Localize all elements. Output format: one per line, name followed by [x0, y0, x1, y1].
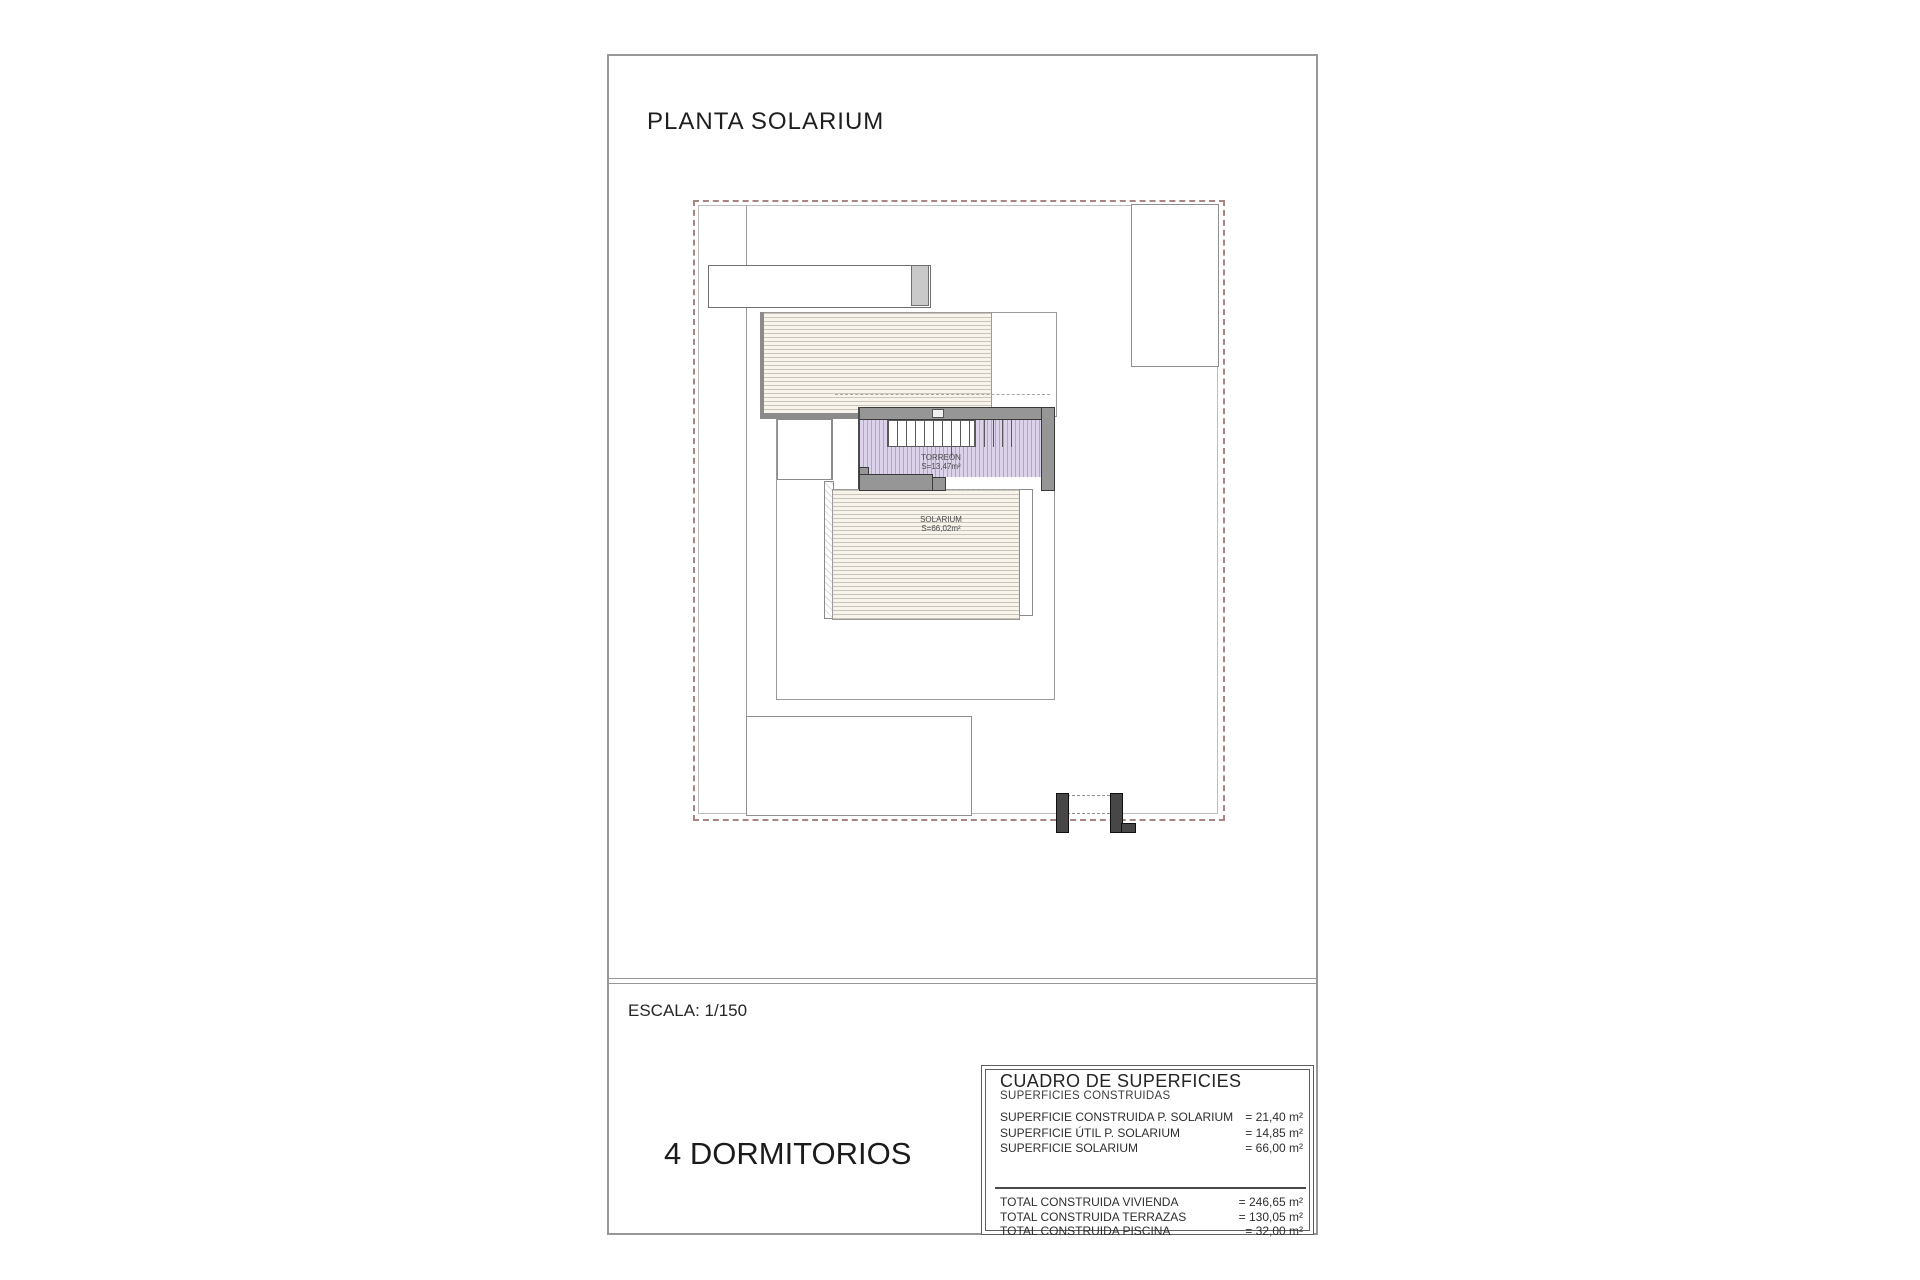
gate-post-left — [1056, 793, 1069, 833]
solarium-label — [905, 515, 977, 533]
roof-hatch-area — [762, 312, 993, 417]
gate-post-right-foot — [1121, 823, 1136, 833]
row-value: = 32,00 m² — [1245, 1224, 1303, 1238]
pergola-beam — [708, 265, 931, 308]
row-label: TOTAL CONSTRUIDA TERRAZAS — [1000, 1210, 1187, 1224]
row-value: = 66,00 m² — [1245, 1141, 1303, 1155]
surface-table-subtitle: SUPERFICIES CONSTRUIDAS — [1000, 1090, 1171, 1102]
scale-label: ESCALA: 1/150 — [628, 1001, 748, 1020]
surface-table-title: CUADRO DE SUPERFICIES — [1000, 1071, 1242, 1091]
stairs-flight — [887, 420, 975, 447]
roof-overhang-dashline — [835, 394, 1050, 395]
torreon-name: TORREÓN — [921, 453, 961, 462]
row-label: TOTAL CONSTRUIDA VIVIENDA — [1000, 1195, 1179, 1209]
row-label: TOTAL CONSTRUIDA PISCINA — [1000, 1224, 1171, 1238]
roof-side-volume — [991, 312, 1057, 417]
bedrooms-label: 4 DORMITORIOS — [664, 1136, 912, 1171]
torreon-label — [905, 453, 977, 471]
solarium-step-dashline — [944, 489, 1018, 490]
side-terrace-outline — [1131, 204, 1219, 367]
row-value: = 21,40 m² — [1245, 1110, 1303, 1124]
frame-divider-line-top — [607, 978, 1316, 979]
table-row — [1000, 1126, 1303, 1141]
table-divider-rule — [995, 1187, 1306, 1189]
stairs-flight-upper — [975, 420, 1012, 447]
roof-edge-bottom — [760, 413, 861, 419]
table-row — [1000, 1110, 1303, 1125]
row-value: = 130,05 m² — [1238, 1210, 1303, 1224]
row-value: = 246,65 m² — [1238, 1195, 1303, 1209]
gate-dashline-top — [1067, 795, 1110, 796]
table-total-row — [1000, 1195, 1303, 1210]
solarium-deck-hatch — [832, 489, 1020, 620]
torreon-wall-notch — [932, 409, 944, 418]
pergola-pillar-block — [911, 265, 929, 306]
gate-dashline-bottom — [1067, 813, 1110, 814]
row-value: = 14,85 m² — [1245, 1126, 1303, 1140]
torreon-wall-right — [1041, 407, 1055, 491]
torreon-area: S=13,47m² — [921, 462, 961, 471]
table-total-row — [1000, 1224, 1303, 1239]
solarium-side-strip-right — [1019, 489, 1033, 616]
row-label: SUPERFICIE SOLARIUM — [1000, 1141, 1139, 1155]
pool-outline — [746, 716, 972, 816]
frame-divider-line-bottom — [607, 983, 1316, 984]
torreon-wall-bottom — [859, 474, 933, 491]
row-label: SUPERFICIE CONSTRUIDA P. SOLARIUM — [1000, 1110, 1234, 1124]
terrace-room-box — [777, 419, 833, 480]
solarium-name: SOLARIUM — [920, 515, 962, 524]
table-total-row — [1000, 1210, 1303, 1225]
page-title: PLANTA SOLARIUM — [647, 108, 885, 135]
row-label: SUPERFICIE ÚTIL P. SOLARIUM — [1000, 1126, 1181, 1140]
solarium-area: S=66,02m² — [921, 524, 961, 533]
torreon-wall-stub — [932, 477, 946, 491]
torreon-wall-top — [858, 407, 1055, 420]
roof-edge-left — [760, 312, 764, 419]
table-row — [1000, 1141, 1303, 1156]
